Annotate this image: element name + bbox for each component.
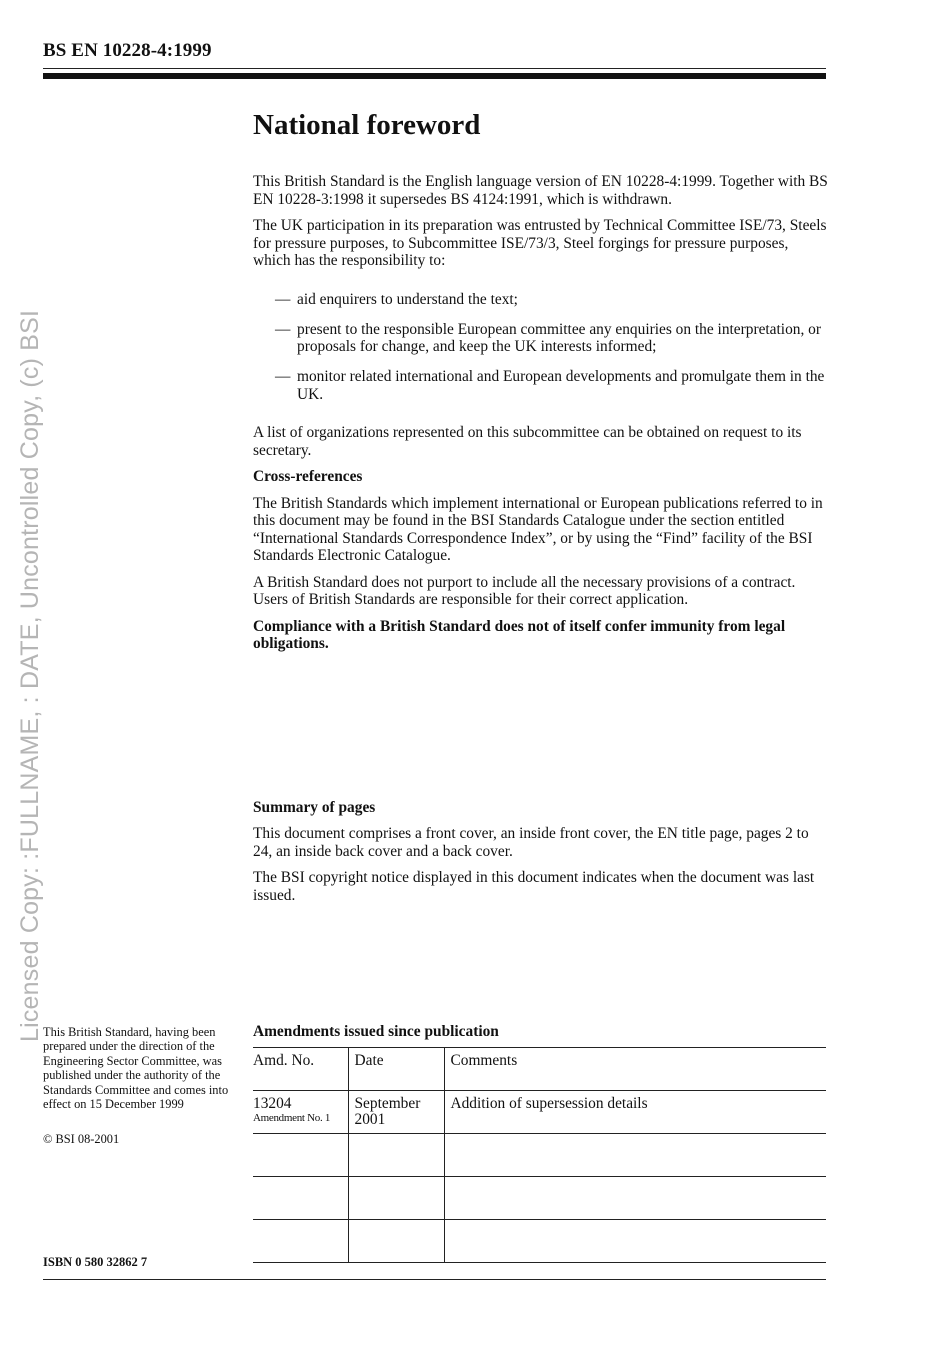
empty-cell (253, 1134, 348, 1177)
table-header-row (253, 1048, 826, 1091)
list-item-text: monitor related international and European developments and promulgate them in the UK. (297, 368, 825, 403)
dash-marker: — (275, 290, 291, 308)
footer-rule (43, 1279, 826, 1280)
paragraph-page-summary: This document comprises a front cover, an inside front cover, the EN title page, pages 2 to 24, an inside back cover and a back cover. (253, 825, 809, 860)
publication-sidebar (43, 1025, 238, 1147)
table-row (253, 1091, 826, 1134)
license-watermark: Licensed Copy: :FULLNAME, : DATE, Uncontrolled Copy, (c) BSI (16, 309, 44, 1042)
dash-marker: — (275, 368, 291, 385)
dash-marker: — (275, 320, 291, 338)
header-rule-thick (43, 73, 826, 79)
list-item-text: present to the responsible European committee any enquiries on the interpretation, or proposals for change, and keep the UK interests informed; (297, 320, 821, 355)
list-item (253, 368, 828, 403)
header-rule-thin (43, 68, 826, 69)
paragraph-supersedes: This British Standard is the English language version of EN 10228-4:1999. Together with BS EN 10228-3:1998 it supersedes BS 4124:1991, which is withdrawn. (253, 173, 828, 208)
header-comments: Comments (444, 1048, 826, 1091)
page-title: National foreword (253, 109, 481, 141)
amendments-table (253, 1047, 826, 1263)
heading-summary-of-pages: Summary of pages (253, 798, 376, 816)
header-date: Date (348, 1048, 444, 1091)
empty-cell (444, 1220, 826, 1263)
list-item-text: aid enquirers to understand the text; (297, 290, 518, 308)
table-row (253, 1134, 826, 1177)
paragraph-catalogue: The British Standards which implement international or European publications referred to in this document may be found in the BSI Standards Catalogue under the section entitled “International Standards Correspondence Index”, or by using the “Find” facility of the BSI Standards Electronic Catalogue. (253, 494, 823, 564)
empty-cell (444, 1177, 826, 1220)
paragraph-copyright-notice: The BSI copyright notice displayed in this document indicates when the document was last issued. (253, 869, 815, 904)
document-code: BS EN 10228-4:1999 (43, 40, 212, 61)
empty-cell (348, 1177, 444, 1220)
copyright-line: © BSI 08-2001 (43, 1132, 120, 1147)
header-amd-no: Amd. No. (253, 1048, 348, 1091)
amd-number: 13204 (253, 1095, 292, 1112)
paragraph-organizations: A list of organizations represented on this subcommittee can be obtained on request to its secretary. (253, 424, 802, 459)
table-row (253, 1177, 826, 1220)
amd-note: Amendment No. 1 (253, 1112, 331, 1124)
amendments-title: Amendments issued since publication (253, 1023, 499, 1040)
heading-cross-references: Cross-references (253, 468, 363, 485)
cell-amd-no (253, 1091, 348, 1134)
prepared-note: This British Standard, having been prepared under the direction of the Engineering Sector Committee, was published under the authority of the Standards Committee and comes into effect on 15 December 1999 (43, 1025, 229, 1112)
list-item (253, 291, 828, 309)
isbn: ISBN 0 580 32862 7 (43, 1255, 148, 1269)
cell-date: September 2001 (348, 1091, 444, 1134)
blank-space (253, 662, 828, 799)
paragraph-provisions: A British Standard does not purport to include all the necessary provisions of a contract. Users of British Standards are responsible for their correct application. (253, 573, 796, 608)
empty-cell (253, 1220, 348, 1263)
table-row (253, 1220, 826, 1263)
empty-cell (348, 1134, 444, 1177)
cell-comments: Addition of supersession details (444, 1091, 826, 1134)
empty-cell (348, 1220, 444, 1263)
foreword-body (253, 108, 828, 913)
empty-cell (253, 1177, 348, 1220)
list-item (253, 321, 828, 356)
paragraph-compliance: Compliance with a British Standard does not of itself confer immunity from legal obligations. (253, 617, 786, 652)
paragraph-committee: The UK participation in its preparation was entrusted by Technical Committee ISE/73, Steels for pressure purposes, to Subcommittee ISE/73/3, Steel forgings for pressure purposes, which has the responsibility to: (253, 217, 827, 269)
empty-cell (444, 1134, 826, 1177)
responsibility-list (253, 291, 828, 404)
